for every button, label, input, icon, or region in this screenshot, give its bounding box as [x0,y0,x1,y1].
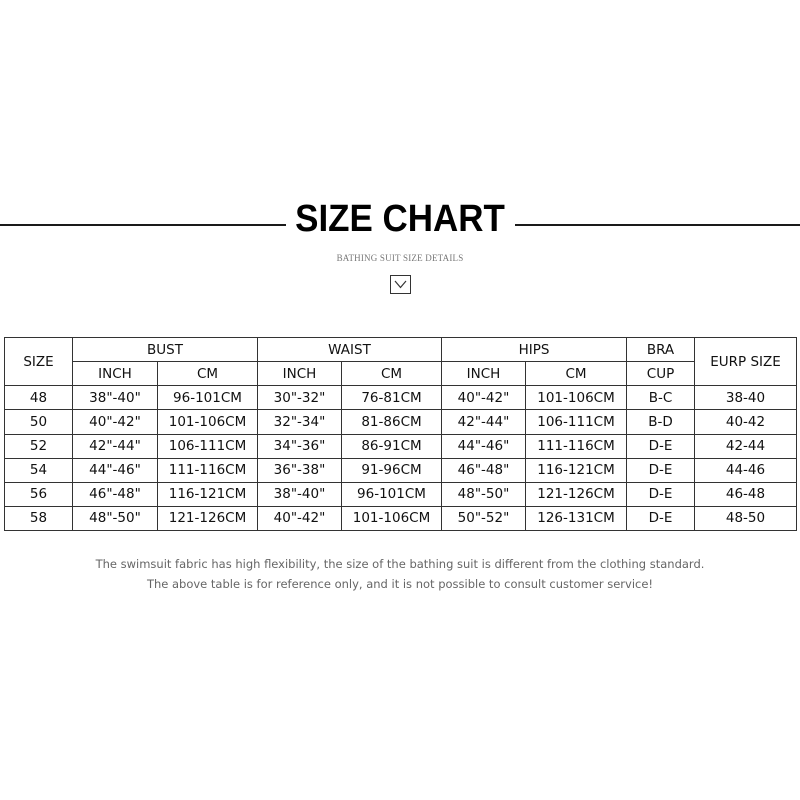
cell-waist-cm: 96-101CM [342,482,442,506]
cell-hips-inch: 40"-42" [442,386,526,410]
table-row [5,458,797,482]
cell-hips-cm: 101-106CM [526,386,627,410]
cell-size: 50 [5,410,73,434]
table-header-row-units [5,362,797,386]
cell-waist-inch: 34"-36" [258,434,342,458]
cell-hips-inch: 50"-52" [442,506,526,530]
chevron-box [390,275,411,294]
cell-bust-cm: 121-126CM [158,506,258,530]
cell-bust-inch: 46"-48" [73,482,158,506]
cell-bra-cup: D-E [627,434,695,458]
cell-eurp-size: 48-50 [695,506,797,530]
cell-size: 52 [5,434,73,458]
cell-size: 48 [5,386,73,410]
cell-bust-inch: 48"-50" [73,506,158,530]
table-row [5,434,797,458]
header-bust: BUST [73,338,258,362]
cell-eurp-size: 40-42 [695,410,797,434]
table-row [5,482,797,506]
table-row [5,386,797,410]
cell-bust-cm: 116-121CM [158,482,258,506]
cell-waist-cm: 81-86CM [342,410,442,434]
header-bust-inch: INCH [73,362,158,386]
header-hips-inch: INCH [442,362,526,386]
header-size: SIZE [5,338,73,386]
cell-eurp-size: 46-48 [695,482,797,506]
page-subtitle: BATHING SUIT SIZE DETAILS [336,253,464,263]
cell-waist-inch: 30"-32" [258,386,342,410]
cell-hips-cm: 106-111CM [526,410,627,434]
cell-hips-cm: 111-116CM [526,434,627,458]
page-title: SIZE CHART [295,198,505,240]
header-bra-cup: CUP [627,362,695,386]
note-line-2: The above table is for reference only, and it is not possible to consult customer service! [146,577,654,591]
header-bust-cm: CM [158,362,258,386]
chevron-down-icon [394,280,407,289]
cell-waist-inch: 38"-40" [258,482,342,506]
header-bra: BRA [627,338,695,362]
cell-size: 56 [5,482,73,506]
header-waist-inch: INCH [258,362,342,386]
cell-bust-cm: 96-101CM [158,386,258,410]
header-eurp-size: EURP SIZE [695,338,797,386]
cell-hips-inch: 42"-44" [442,410,526,434]
cell-bust-inch: 40"-42" [73,410,158,434]
cell-hips-inch: 48"-50" [442,482,526,506]
cell-waist-inch: 36"-38" [258,458,342,482]
header-waist-cm: CM [342,362,442,386]
cell-hips-cm: 126-131CM [526,506,627,530]
cell-waist-cm: 91-96CM [342,458,442,482]
cell-bra-cup: D-E [627,458,695,482]
cell-size: 54 [5,458,73,482]
cell-size: 58 [5,506,73,530]
header-hips: HIPS [442,338,627,362]
cell-waist-cm: 86-91CM [342,434,442,458]
cell-bust-cm: 106-111CM [158,434,258,458]
cell-bra-cup: D-E [627,482,695,506]
cell-bust-inch: 44"-46" [73,458,158,482]
cell-bra-cup: B-C [627,386,695,410]
note-line-1: The swimsuit fabric has high flexibility, the size of the bathing suit is different from the clothing standard. [95,557,705,571]
cell-waist-inch: 32"-34" [258,410,342,434]
cell-bust-inch: 38"-40" [73,386,158,410]
header-hips-cm: CM [526,362,627,386]
cell-bra-cup: B-D [627,410,695,434]
cell-hips-cm: 116-121CM [526,458,627,482]
cell-eurp-size: 42-44 [695,434,797,458]
cell-hips-inch: 46"-48" [442,458,526,482]
cell-waist-inch: 40"-42" [258,506,342,530]
table-header-row-groups [5,338,797,362]
cell-hips-cm: 121-126CM [526,482,627,506]
cell-eurp-size: 44-46 [695,458,797,482]
cell-bust-inch: 42"-44" [73,434,158,458]
header-waist: WAIST [258,338,442,362]
cell-waist-cm: 101-106CM [342,506,442,530]
cell-eurp-size: 38-40 [695,386,797,410]
table-row [5,410,797,434]
cell-bra-cup: D-E [627,506,695,530]
table-row [5,506,797,530]
cell-bust-cm: 101-106CM [158,410,258,434]
cell-bust-cm: 111-116CM [158,458,258,482]
cell-hips-inch: 44"-46" [442,434,526,458]
cell-waist-cm: 76-81CM [342,386,442,410]
size-chart-table [4,337,797,531]
